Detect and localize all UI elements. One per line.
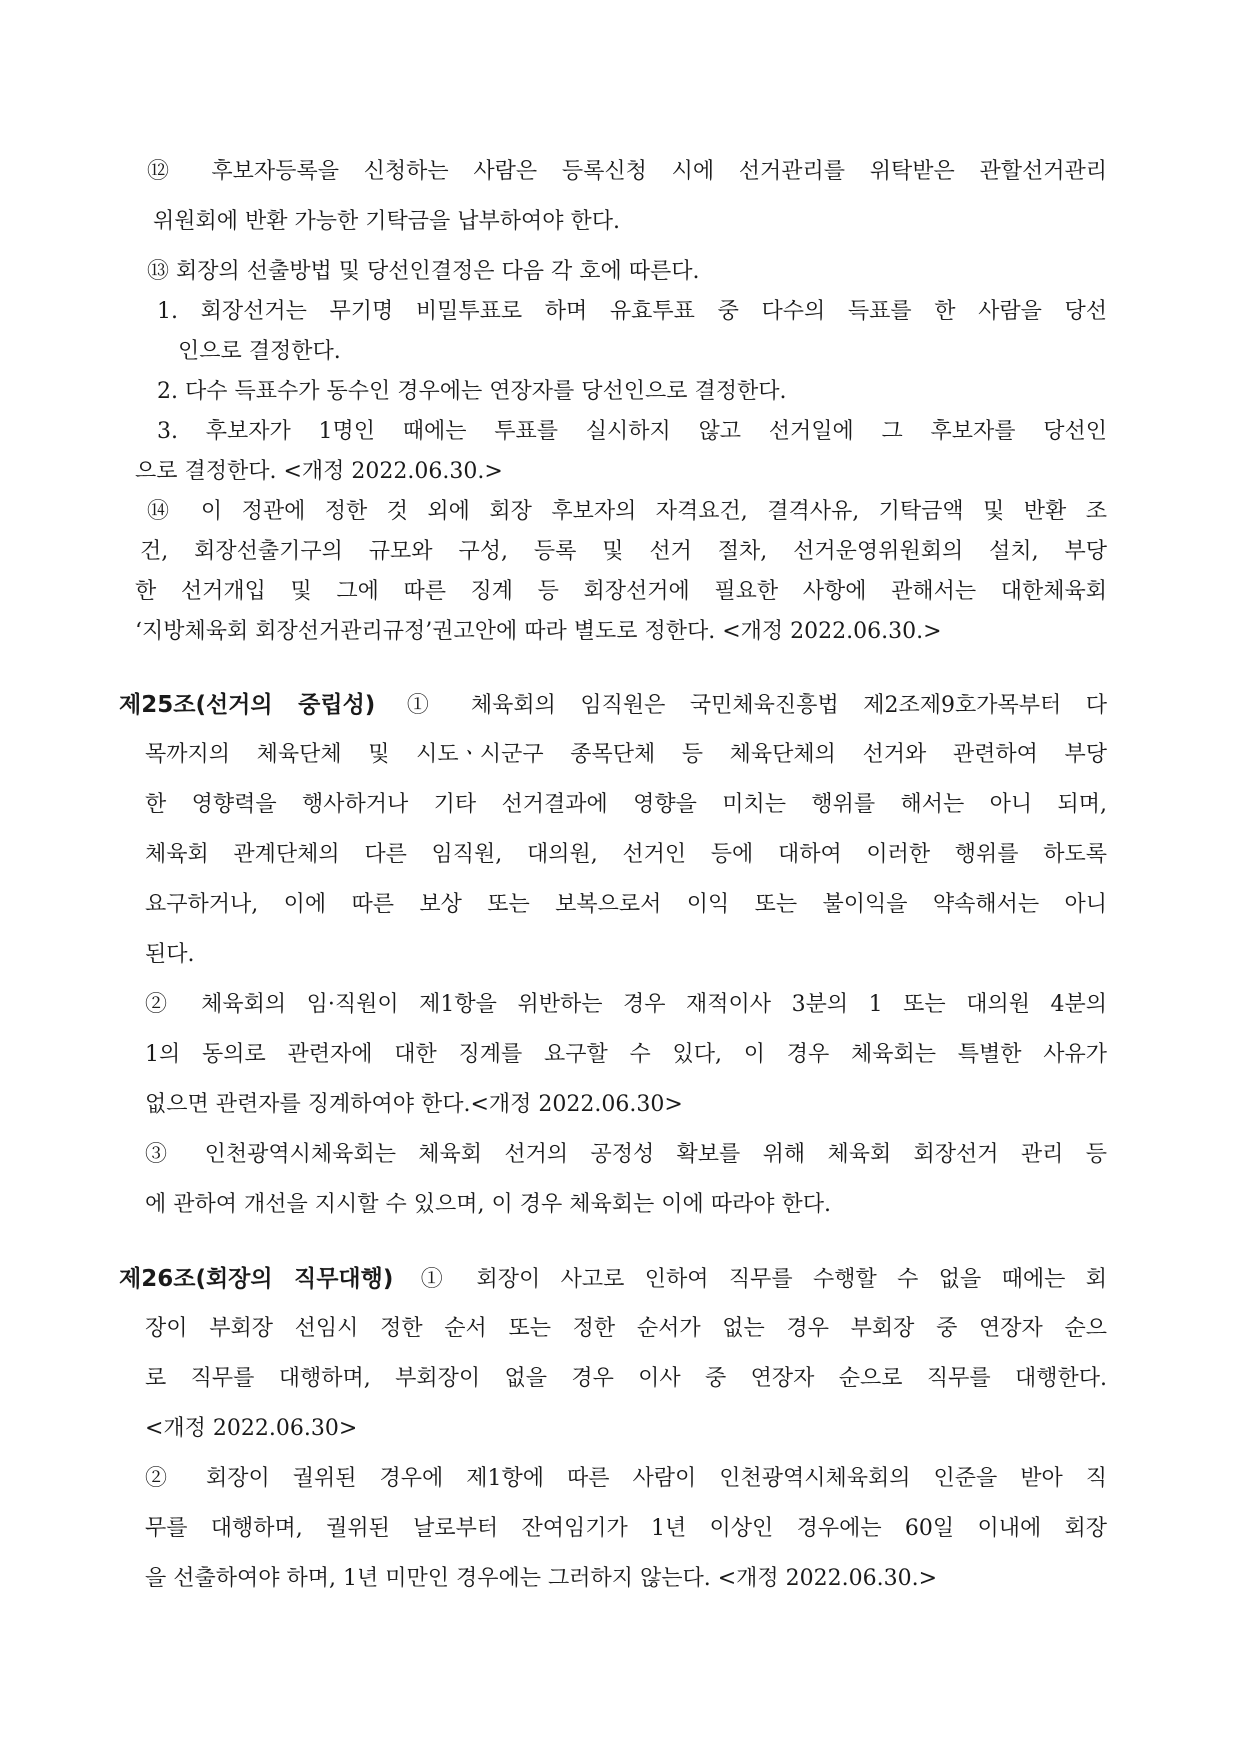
art25-p1-line-5: 요구하거나, 이에 따른 보상 또는 보복으로서 이익 또는 불이익을 약속해서는 아니	[145, 892, 1107, 917]
art26-p2-line-2: 무를 대행하며, 궐위된 날로부터 잔여임기가 1년 이상인 경우에는 60일 이내에 회장	[145, 1516, 1107, 1541]
art24-p14-line-3: 한 선거개입 및 그에 따른 징계 등 회장선거에 필요한 사항에 관해서는 대한체육회	[135, 579, 1107, 604]
art24-p14-line-1: ⑭ 이 정관에 정한 것 외에 회장 후보자의 자격요건, 결격사유, 기탁금액 및 반환 조	[147, 499, 1107, 524]
art25-p1-line-3: 한 영향력을 행사하거나 기타 선거결과에 영향을 미치는 행위를 해서는 아니 되며,	[145, 792, 1107, 817]
art26-p1-line-4: <개정 2022.06.30>	[145, 1416, 358, 1441]
art24-item3-line-2: 으로 결정한다. <개정 2022.06.30.>	[135, 459, 503, 484]
art26-p1-line-1	[119, 1264, 1107, 1295]
art26-p2-line-1: ② 회장이 궐위된 경우에 제1항에 따른 사람이 인천광역시체육회의 인준을 받아 직	[145, 1466, 1107, 1491]
art24-p14-line-4: ‘지방체육회 회장선거관리규정’권고안에 따라 별도로 정한다. <개정 2022.06.30.>	[135, 619, 942, 644]
art25-p1-line-1	[119, 690, 1107, 721]
art26-p1-line-3: 로 직무를 대행하며, 부회장이 없을 경우 이사 중 연장자 순으로 직무를 대행한다.	[145, 1366, 1107, 1391]
art24-p14-line-2: 건, 회장선출기구의 규모와 구성, 등록 및 선거 절차, 선거운영위원회의 설치, 부당	[140, 539, 1107, 564]
article-26-heading: 제26조(회장의 직무대행)	[119, 1266, 394, 1292]
art25-p3-line-1: ③ 인천광역시체육회는 체육회 선거의 공정성 확보를 위해 체육회 회장선거 관리 등	[145, 1142, 1107, 1167]
art24-p13: ⑬ 회장의 선출방법 및 당선인결정은 다음 각 호에 따른다.	[147, 259, 700, 284]
art26-p1-line-2: 장이 부회장 선임시 정한 순서 또는 정한 순서가 없는 경우 부회장 중 연장자 순으	[145, 1316, 1107, 1341]
art25-p1-line-2: 목까지의 체육단체 및 시도ㆍ시군구 종목단체 등 체육단체의 선거와 관련하여 부당	[145, 742, 1107, 767]
art25-p3-line-2: 에 관하여 개선을 지시할 수 있으며, 이 경우 체육회는 이에 따라야 한다.	[145, 1192, 831, 1217]
art24-item1-line-1: 1. 회장선거는 무기명 비밀투표로 하며 유효투표 중 다수의 득표를 한 사람을 당선	[157, 299, 1107, 324]
art25-p1-line-6: 된다.	[145, 942, 195, 967]
art25-p1-line-4: 체육회 관계단체의 다른 임직원, 대의원, 선거인 등에 대하여 이러한 행위를 하도록	[145, 842, 1107, 867]
article-25-heading: 제25조(선거의 중립성)	[119, 692, 376, 718]
art25-p2-line-3: 없으면 관련자를 징계하여야 한다.<개정 2022.06.30>	[145, 1092, 683, 1117]
art26-p1-text: ① 회장이 사고로 인하여 직무를 수행할 수 없을 때에는 회	[407, 1267, 1108, 1292]
art24-p12-line-2: 위원회에 반환 가능한 기탁금을 납부하여야 한다.	[153, 209, 621, 234]
art25-p2-line-1: ② 체육회의 임·직원이 제1항을 위반하는 경우 재적이사 3분의 1 또는 대의원 4분의	[145, 992, 1107, 1017]
art25-p2-line-2: 1의 동의로 관련자에 대한 징계를 요구할 수 있다, 이 경우 체육회는 특별한 사유가	[145, 1042, 1107, 1067]
art24-item1-line-2: 인으로 결정한다.	[178, 339, 341, 364]
art26-p2-line-3: 을 선출하여야 하며, 1년 미만인 경우에는 그러하지 않는다. <개정 2022.06.30.>	[145, 1566, 938, 1591]
art24-p12-line-1: ⑫ 후보자등록을 신청하는 사람은 등록신청 시에 선거관리를 위탁받은 관할선거관리	[147, 159, 1107, 184]
art25-p1-text: ① 체육회의 임직원은 국민체육진흥법 제2조제9호가목부터 다	[389, 693, 1107, 718]
art24-item2: 2. 다수 득표수가 동수인 경우에는 연장자를 당선인으로 결정한다.	[157, 379, 787, 404]
art24-item3-line-1: 3. 후보자가 1명인 때에는 투표를 실시하지 않고 선거일에 그 후보자를 당선인	[157, 419, 1107, 444]
